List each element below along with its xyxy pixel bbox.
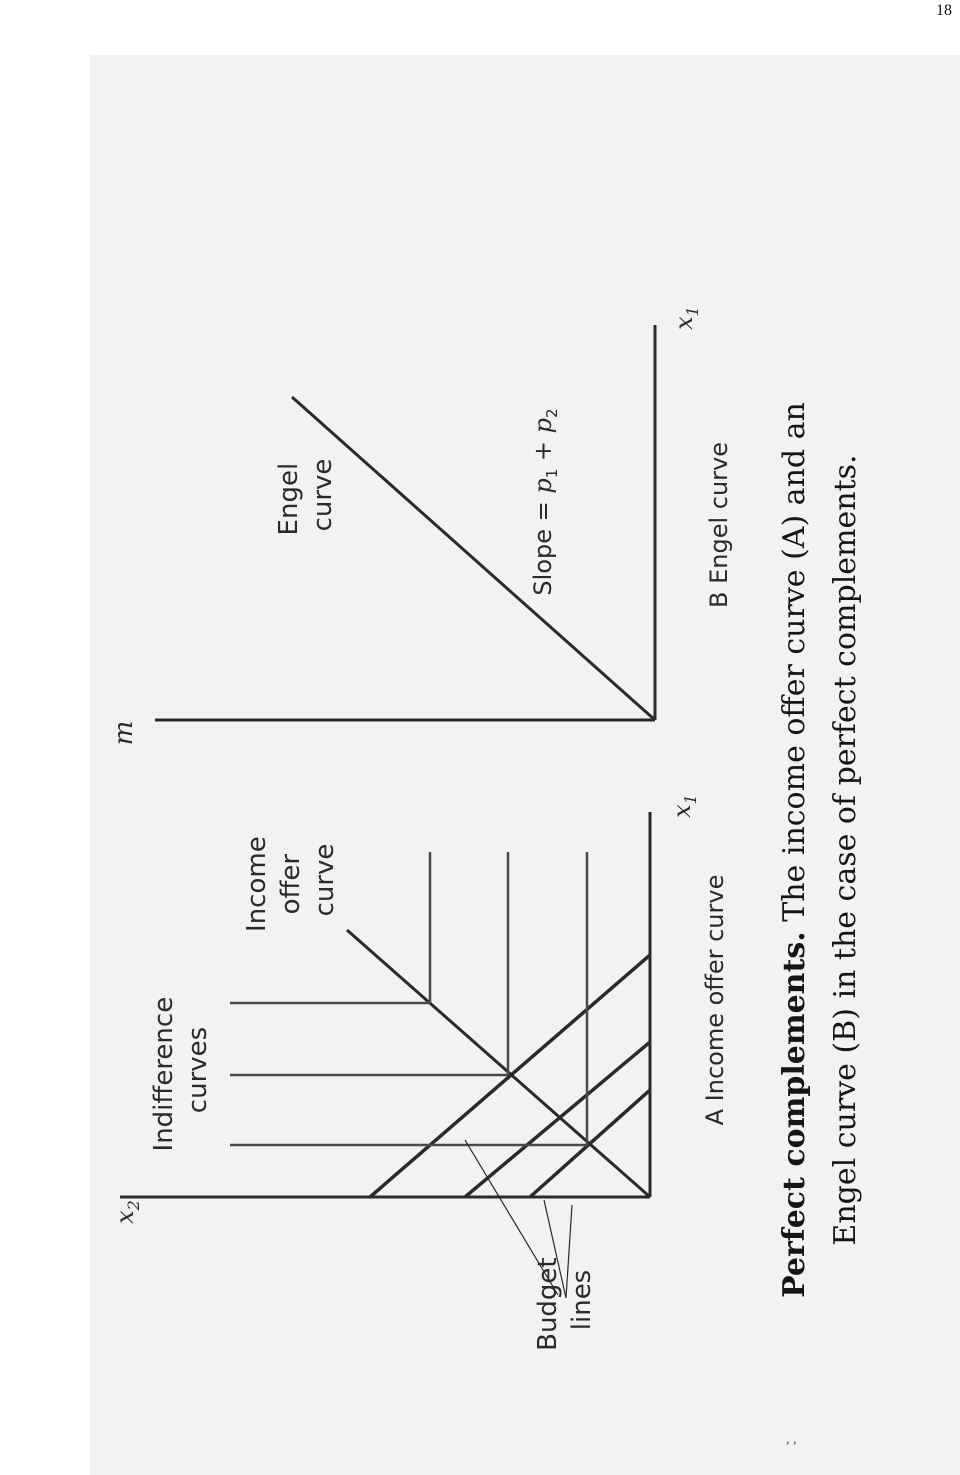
income-offer-curve-label: Income offer curve: [242, 836, 340, 932]
engel-curve-label: Engel curve: [274, 458, 338, 536]
income-offer-curve-line: [347, 930, 650, 1197]
slope-label: Slope = $p_1 + p_2$: [529, 408, 561, 596]
panel-a-y-axis-label: $x_2$: [111, 1200, 143, 1224]
indifference-curves-label: Indifference curves: [149, 996, 213, 1152]
page-number: 18: [936, 2, 952, 19]
panel-a-x-axis-label: $x_1$: [668, 794, 700, 818]
figure-caption-line-1: Perfect complements. The income offer curve (A) and an: [777, 402, 812, 1298]
panel-b-caption: B Engel curve: [705, 441, 733, 609]
panel-b-y-axis-label: m: [109, 720, 139, 746]
panel-b-x-axis-label: $x_1$: [670, 306, 702, 330]
engel-curve-line: [292, 397, 655, 720]
figure-caption-line-2: Engel curve (B) in the case of perfect complements.: [828, 454, 863, 1246]
budget-lines-label: Budget lines: [533, 1257, 597, 1351]
panel-a-caption: A Income offer curve: [701, 874, 729, 1126]
panel-b: [155, 325, 655, 720]
stray-scan-mark: , ,: [786, 1432, 797, 1447]
